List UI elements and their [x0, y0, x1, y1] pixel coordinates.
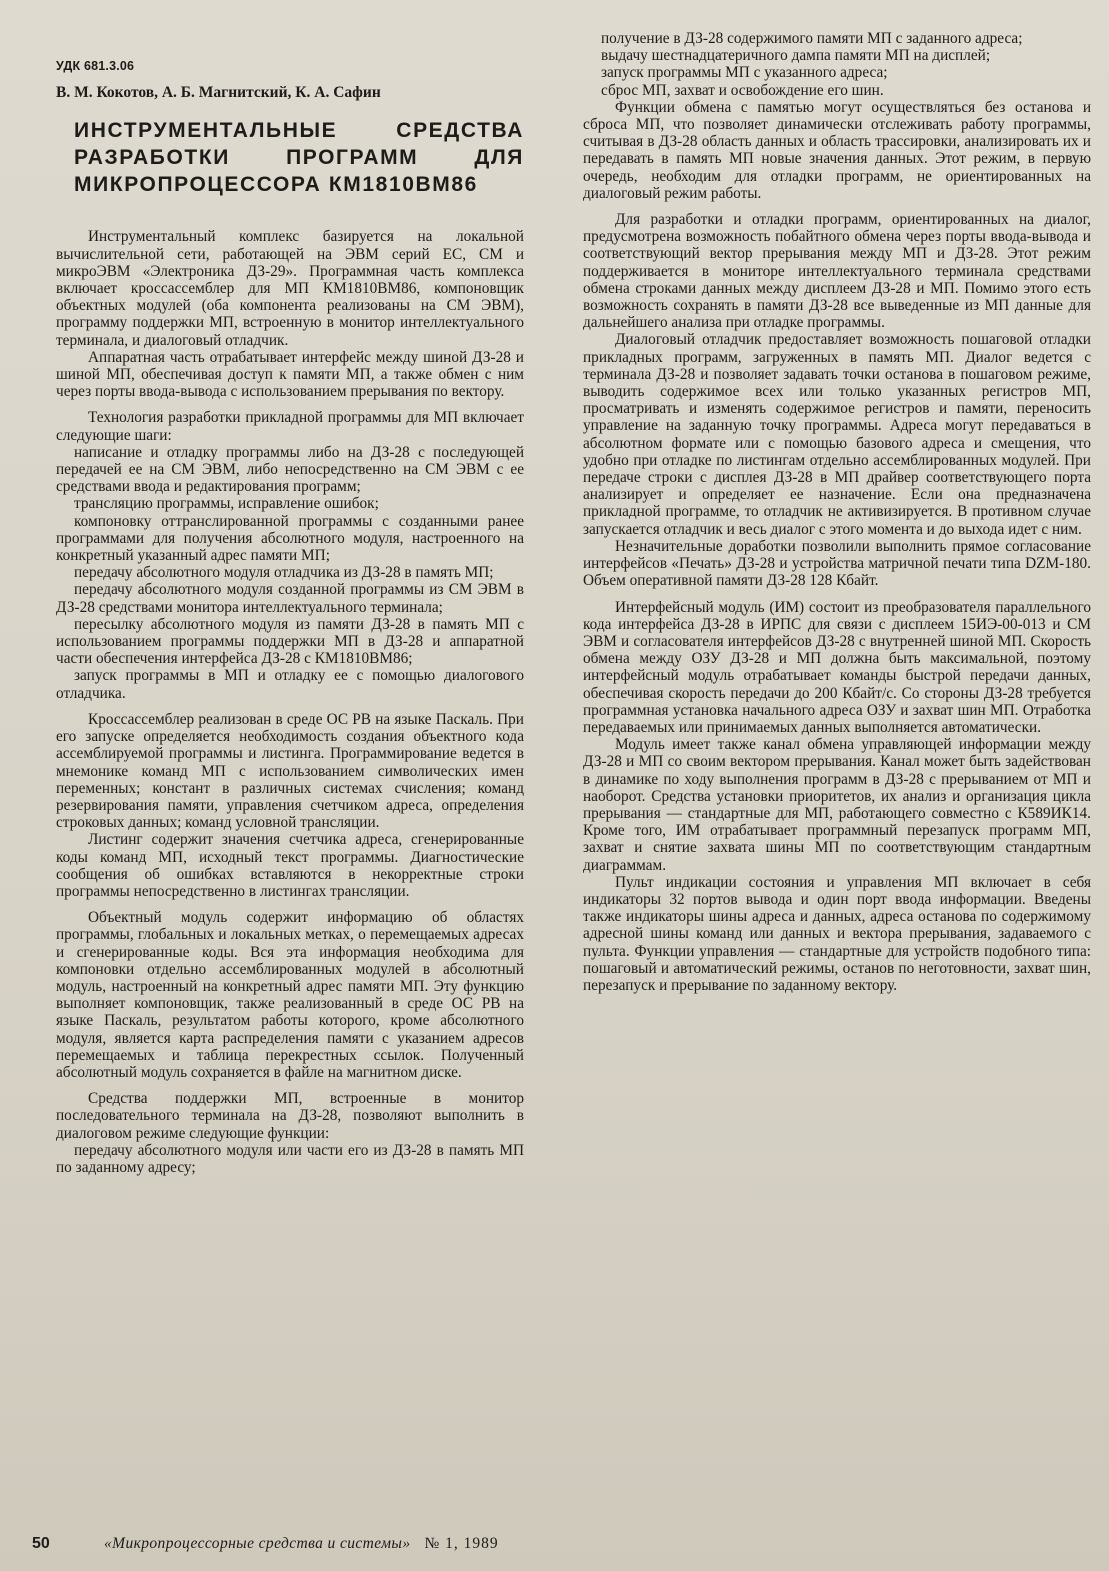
list-item: пересылку абсолютного модуля из памяти ДЗ-28 в память МП с использованием программы поддержки МП в ДЗ-28 и аппаратной части обеспечения интерфейса ДЗ-28 с КМ1810ВМ86;	[56, 615, 524, 668]
list-item: сброс МП, захват и освобождение его шин.	[601, 81, 884, 99]
paragraph: Незначительные доработки позволили выполнить прямое согласование интерфейсов «Печать» ДЗ-28 и устройства матричной печати типа DZM-180. Объем оперативной памяти ДЗ-28 128 Кбайт.	[583, 537, 1091, 590]
journal-name: «Микропроцессорные средства и системы»	[104, 1535, 411, 1552]
left-column	[56, 58, 524, 1519]
list-item: написание и отладку программы либо на ДЗ-28 с последующей передачей ее на СМ ЭВМ, либо непосредственно на СМ ЭВМ с ее средствами ввода и редактирования программ;	[56, 443, 524, 496]
article-title: ИНСТРУМЕНТАЛЬНЫЕ СРЕДСТВА РАЗРАБОТКИ ПРОГРАММ ДЛЯ МИКРОПРОЦЕССОРА КМ1810ВМ86	[74, 119, 524, 197]
paragraph: Модуль имеет также канал обмена управляющей информации между ДЗ-28 и МП со своим вектором прерывания. Канал может быть задействован в динамике по ходу выполнения программ в ДЗ-28 с прерыванием от МП и наоборот. Средства установки приоритетов, их анализ и организация цикла прерывания — стандартные для МП, работающего совместно с К589ИК14. Кроме того, ИМ отрабатывает программный перезапуск программ МП, захват и снятие захвата шины МП по соответствующим стандартным диаграммам.	[583, 736, 1091, 874]
paragraph: Инструментальный комплекс базируется на локальной вычислительной сети, работающей на ЭВМ серий ЕС, СМ и микроЭВМ «Электроника ДЗ-29». Программная часть комплекса включает кроссассемблер для МП КМ1810ВМ86, компоновщик объектных модулей (оба компонента реализованы на СМ ЭВМ), программу поддержки МП, встроенную в монитор интеллектуального терминала, и диалоговый отладчик.	[56, 228, 524, 349]
list-item: запуск программы в МП и отладку ее с помощью диалогового отладчика.	[56, 667, 524, 702]
journal-issue: № 1, 1989	[424, 1535, 499, 1552]
page-footer	[32, 1527, 1069, 1571]
paragraph: Интерфейсный модуль (ИМ) состоит из преобразователя параллельного кода интерфейса ДЗ-28 в ИРПС для связи с дисплеем 15ИЭ-00-013 и СМ ЭВМ и согласователя интерфейсов ДЗ-28 с внутренней шиной МП. Скорость обмена между ОЗУ ДЗ-28 и МП должна быть максимальной, поэтому интерфейсный модуль отрабатывает команды быстрой передачи данных, обеспечивая скорость передачи до 200 Кбайт/с. Со стороны ДЗ-28 требуется программная установка начального адреса ОЗУ и захват шин МП. Отработка передаваемых или принимаемых данных выполняется автоматически.	[583, 598, 1091, 736]
list-item: передачу абсолютного модуля или части его из ДЗ-28 в память МП по заданному адресу;	[56, 1141, 524, 1176]
paragraph: Функции обмена с памятью могут осуществляться без останова и сброса МП, что позволяет динамически отслеживать работу программы, считывая в ДЗ-28 область данных и область трассировки, анализировать их и передавать в память МП новые значения данных. Этот режим, в первую очередь, необходим для отладки программ, не ориентированных на диалоговый режим работы.	[583, 98, 1091, 202]
list-item: запуск программы МП с указанного адреса;	[601, 64, 888, 82]
list-item: выдачу шестнадцатеричного дампа памяти МП на дисплей;	[601, 47, 991, 65]
paragraph: Средства поддержки МП, встроенные в монитор последовательного терминала на ДЗ-28, позволяют выполнить в диалоговом режиме следующие функции:	[56, 1090, 524, 1142]
paragraph: Листинг содержит значения счетчика адреса, сгенерированные коды команд МП, исходный текст программы. Диагностические сообщения об ошибках вставляются в некорректные строки программы непосредственно в листингах трансляции.	[56, 831, 524, 900]
paragraph: Объектный модуль содержит информацию об областях программы, глобальных и локальных метках, о перемещаемых адресах и сгенерированные коды. Вся эта информация необходима для компоновки отдельно ассемблированных модулей в абсолютный модуль, настроенный на конкретный адрес памяти МП. Эту функцию выполняет компоновщик, также реализованный в среде ОС РВ на языке Паскаль, результатом работы которого, кроме абсолютного модуля, является карта распределения памяти с указанием адресов перемещаемых и таблица перекрестных ссылок. Полученный абсолютный модуль сохраняется в файле на магнитном диске.	[56, 909, 524, 1081]
list-item: передачу абсолютного модуля созданной программы из СМ ЭВМ в ДЗ-28 средствами монитора интеллектуального терминала;	[56, 581, 524, 616]
paragraph: Технология разработки прикладной программы для МП включает следующие шаги:	[56, 409, 524, 444]
article-authors: В. М. Кокотов, А. Б. Магнитский, К. А. Сафин	[56, 84, 381, 102]
paragraph: Диалоговый отладчик предоставляет возможность пошаговой отладки прикладных программ, загруженных в память МП. Диалог ведется с терминала ДЗ-28 и позволяет задавать точки останова в пошаговом режиме, выводить содержимое всех или только указанных регистров МП, просматривать и изменять содержимое регистров и памяти, переносить управление на заданную точку программы. Адреса могут передаваться в абсолютном формате или с помощью базового адреса и смещения, что удобно при отладке по листингам отдельно ассемблированных модулей. При передаче строки с дисплея ДЗ-28 в МП драйвер соответствующего порта анализирует и определяет ее назначение. Если она предназначена прикладной программе, то отладчик не активизируется. В противном случае запускается отладчик и весь диалог с этого момента и до выхода идет с ним.	[583, 331, 1091, 538]
list-item: трансляцию программы, исправление ошибок;	[74, 495, 379, 513]
paragraph: Пульт индикации состояния и управления МП включает в себя индикаторы 32 портов вывода и один порт ввода информации. Введены также индикаторы шины адреса и данных, адреса останова по содержимому адресной шины команд или данных и вектора прерывания, задаваемого с пульта. Функции управления — стандартные для устройств подобного типа: пошаговый и автоматический режимы, останов по неготовности, захват шин, перезапуск и прерывание по заданному вектору.	[583, 873, 1091, 994]
paragraph: Кроссассемблер реализован в среде ОС РВ на языке Паскаль. При его запуске определяется необходимость создания объектного кода ассемблируемой программы и листинга. Программирование ведется в мнемонике команд МП с использованием символических имен переменных; констант в различных системах счисления; команд резервирования памяти, управления счетчиком адреса, определения строковых данных; команд условной трансляции.	[56, 710, 524, 832]
list-item: получение в ДЗ-28 содержимого памяти МП с заданного адреса;	[601, 30, 1023, 47]
journal-info	[104, 1535, 499, 1553]
list-item: компоновку оттранслированной программы с созданными ранее программами для получения абсолютного модуля, настроенного на конкретный указанный адрес памяти МП;	[56, 512, 524, 565]
paragraph: Для разработки и отладки программ, ориентированных на диалог, предусмотрена возможность побайтного обмена через порты ввода-вывода и соответствующий вектор прерывания между МП и ДЗ-28. Этот режим поддерживается в мониторе интеллектуального терминала средствами обмена строками данных между дисплеем ДЗ-28 и МП. Помимо этого есть возможность сохранять в памяти ДЗ-28 все выведенные из МП данные для дальнейшего анализа при отладке программы.	[583, 211, 1091, 332]
page-number: 50	[32, 1535, 50, 1552]
list-item: передачу абсолютного модуля отладчика из ДЗ-28 в память МП;	[74, 564, 494, 582]
udk-code: УДК 681.3.06	[56, 59, 135, 73]
right-column	[583, 30, 1091, 1519]
paragraph: Аппаратная часть отрабатывает интерфейс между шиной ДЗ-28 и шиной МП, обеспечивая доступ к памяти МП, а также обмен с ним через порты ввода-вывода с использованием прерывания по вектору.	[56, 348, 524, 401]
